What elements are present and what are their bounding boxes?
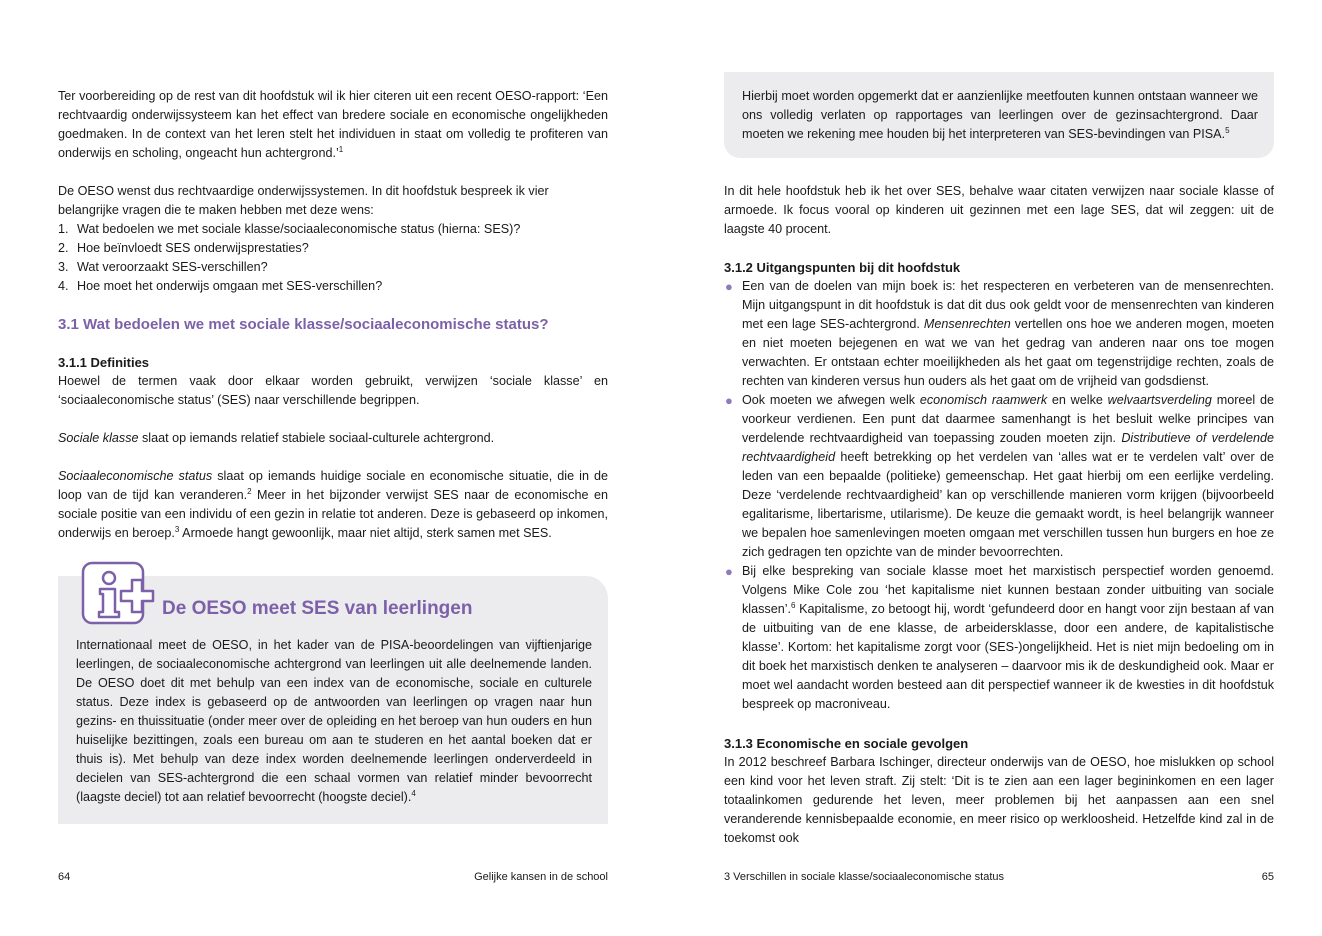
principles-list	[724, 277, 1274, 714]
footnote-ref[interactable]: 4	[411, 789, 416, 798]
running-title: 3 Verschillen in sociale klasse/sociaaleconomische status	[724, 871, 1005, 883]
intro-paragraph: De OESO wenst dus rechtvaardige onderwijssystemen. In dit hoofdstuk bespreek ik vier belangrijke vragen die te maken hebben met deze wens:	[58, 184, 549, 217]
left-page	[58, 0, 608, 936]
list-item: ● Een van de doelen van mijn boek is: het respecteren en verbeteren van de mensenrechten. Mijn uitgangspunt in dit hoofdstuk is dat dit dus ook geldt voor de mensenrechten van kinderen met een lage SES-achtergrond. Mensenrechten vertellen ons hoe we anderen mogen, moeten en niet moeten bejegenen en wat we van het gedrag van anderen naar ons toe mogen verwachten. Er ontstaan echter moeilijkheden als het gaat om tegenstrijdige rechten, zoals de rechten van kinderen versus hun ouders als het gaat om de vrijheid van godsdienst.	[725, 279, 1274, 388]
note-box-text: Hierbij moet worden opgemerkt dat er aanzienlijke meetfouten kunnen ontstaan wanneer we ons volledig verlaten op rapportages van leerlingen over de gezinsachtergrond. Daar moeten we rekening mee houden bij het interpreteren van SES-bevindingen van PISA.$^5$	[742, 89, 1258, 141]
footnote-ref[interactable]: 2	[247, 487, 252, 496]
bullet-dot-icon: ●	[725, 393, 733, 408]
footnote-ref[interactable]: 5	[1225, 126, 1230, 135]
definition-intro: Hoewel de termen vaak door elkaar worden gebruikt, verwijzen ‘sociale klasse’ en ‘sociaaleconomische status’ (SES) naar verschillende begrippen.	[58, 374, 608, 407]
subsection-heading-definities: 3.1.1 Definities	[58, 355, 150, 370]
footnote-ref[interactable]: 1	[338, 145, 344, 154]
running-title: Gelijke kansen in de school	[474, 871, 608, 883]
section-heading: 3.1 Wat bedoelen we met sociale klasse/sociaaleconomische status?	[58, 316, 549, 333]
note-box	[724, 72, 1274, 158]
ischinger-paragraph: In 2012 beschreef Barbara Ischinger, directeur onderwijs van de OESO, hoe mislukken op school een kind voor het leven straft. Zij stelt: ‘Dit is te zien aan een lager begininkomen en een lager totaalinkomen gedurende het leven, meer problemen bij het aanpassen aan een snel veranderende kennisbepaalde economie, en meer risico op werkloosheid. Hetzelfde kind zal in de toekomst ook	[724, 755, 1274, 845]
info-box-title: De OESO meet SES van leerlingen	[162, 598, 473, 619]
intro-quote-paragraph: Ter voorbereiding op de rest van dit hoofdstuk wil ik hier citeren uit een recent OESO-rapport: ‘Een rechtvaardig onderwijssysteem kan het effect van bredere sociale en economische ongelijkheden goedmaken. In de context van het leren stelt het individuen in staat om volledig te profiteren van onderwijs en scholing, ongeacht hun achtergrond.’$^1$	[58, 89, 608, 160]
ses-focus-paragraph: In dit hele hoofdstuk heb ik het over SES, behalve waar citaten verwijzen naar sociale klasse of armoede. Ik focus vooral op kinderen uit gezinnen met een lage SES, dat wil zeggen: uit de laagste 40 procent.	[724, 184, 1274, 236]
footnote-ref[interactable]: 6	[791, 601, 796, 610]
list-item: 2. Hoe beïnvloedt SES onderwijsprestaties?	[58, 241, 309, 255]
question-list	[58, 220, 608, 296]
info-plus-icon	[80, 560, 162, 626]
subsection-heading-uitgangspunten: 3.1.2 Uitgangspunten bij dit hoofdstuk	[724, 260, 961, 275]
bullet-dot-icon: ●	[725, 279, 733, 294]
list-item: 1. Wat bedoelen we met sociale klasse/sociaaleconomische status (hierna: SES)?	[58, 222, 521, 236]
list-item: 3. Wat veroorzaakt SES-verschillen?	[58, 260, 268, 274]
page-number: 64	[58, 871, 71, 883]
list-item: 4. Hoe moet het onderwijs omgaan met SES-verschillen?	[58, 279, 383, 293]
bullet-dot-icon: ●	[725, 564, 733, 579]
footnote-ref[interactable]: 3	[174, 525, 180, 534]
info-box-text: Internationaal meet de OESO, in het kader van de PISA-beoordelingen van vijftienjarige leerlingen, de sociaaleconomische achtergrond van leerlingen uit alle deelnemende landen. De OESO doet dit met behulp van een index van de economische, sociale en culturele status. Deze index is gebaseerd op de antwoorden van leerlingen op vragen naar hun gezins- en thuissituatie (onder meer over de opleiding en het beroep van hun ouders en hun huiselijke bezittingen, zoals een bureau om aan te studeren en het aantal boeken dat er thuis is). Met behulp van deze index worden deelnemende leerlingen onderverdeeld in decielen van SES-achtergrond die een schaal vormen van relatief minder bevoorrecht (laagste deciel) tot aan relatief bevoorrecht (hoogste deciel).$^4$	[76, 638, 592, 804]
page-number: 65	[1261, 871, 1274, 883]
list-item: ● Ook moeten we afwegen welk economisch raamwerk en welke welvaartsverdeling moreel de voorkeur verdienen. Een punt dat daarmee samenhangt is het besluit welke principes van verdelende rechtvaardigheid van toepassing zouden moeten zijn. Distributieve of verdelende rechtvaardigheid heeft betrekking op het verdelen van ‘alles wat er te verdelen valt’ over de leden van een bepaalde (politieke) gemeenschap. Het gaat hierbij om een eerlijke verdeling. Deze ‘verdelende rechtvaardigheid’ kan op verschillende manieren vorm krijgen (bijvoorbeeld egalitarisme, libertarisme, utilarisme). De keuze die gemaakt wordt, is heel belangrijk wanneer we bepalen hoe samenlevingen moeten omgaan met verschillen tussen hun burgers en hoe ze zich gedragen ten opzichte van de minder bevoorrechten.	[725, 393, 1274, 559]
list-item: ● Bij elke bespreking van sociale klasse moet het marxistisch perspectief worden genoemd. Volgens Mike Cole zou ‘het kapitalisme niet kunnen bestaan zonder uitbuiting van sociale klassen’.$^6$ Kapitalisme, zo betoogt hij, wordt ‘gefundeerd door en hangt voor zijn bestaan af van de uitbuiting van de ene klasse, de arbeidersklasse, door een andere, de kapitalistische klasse’. Kortom: het kapitalisme zorgt voor (SES-)ongelijkheid. Het is niet mijn bedoeling om in dit boek het marxistisch denken te analyseren – daarvoor mis ik de deskundigheid ook. Maar er moet wel aandacht worden besteed aan dit perspectief wanneer ik de kwesties in dit hoofdstuk bespreek op macroniveau.	[725, 564, 1274, 711]
right-page	[724, 0, 1274, 936]
definition-sociale-klasse: Sociale klasse slaat op iemands relatief stabiele sociaal-culturele achtergrond.	[58, 431, 495, 445]
subsection-heading-gevolgen: 3.1.3 Economische en sociale gevolgen	[724, 736, 969, 751]
definition-ses: Sociaaleconomische status slaat op iemands huidige sociale en economische situatie, die in de loop van de tijd kan veranderen.$^2$ Meer in het bijzonder verwijst SES naar de economische en sociale positie van een individu of een gezin in relatie tot anderen. Deze is gebaseerd op inkomen, onderwijs en beroep.$^3$ Armoede hangt gewoonlijk, maar niet altijd, sterk samen met SES.	[58, 469, 609, 540]
